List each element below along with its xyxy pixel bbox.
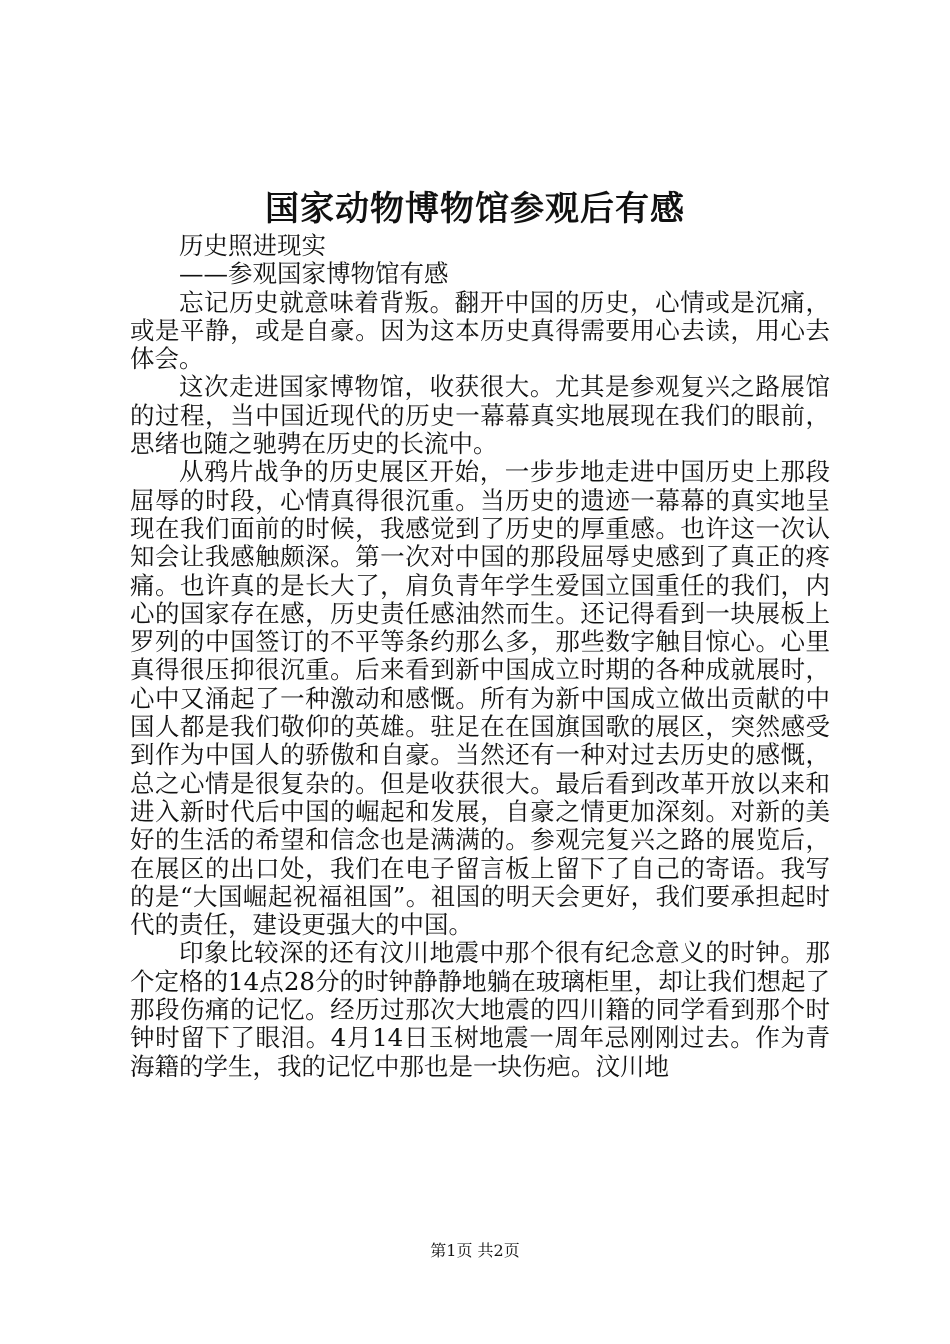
document-title: 国家动物博物馆参观后有感 (265, 189, 685, 229)
subtitle: 历史照进现实 (179, 231, 326, 260)
paragraph-4: 印象比较深的还有汶川地震中那个很有纪念意义的时钟。那个定格的14点28分的时钟静静地躺在玻璃柜里，却让我们想起了那段伤痛的记忆。经历过那次大地震的四川籍的同学看到那个时钟时留下了眼泪。4月14日玉树地震一周年忌刚刚过去。作为青海籍的学生，我的记忆中那也是一块伤疤。汶川地 (130, 938, 830, 1081)
paragraph-1: 忘记历史就意味着背叛。翻开中国的历史，心情或是沉痛，或是平静，或是自豪。因为这本历史真得需要用心去读，用心去体会。 (130, 287, 830, 374)
paragraph-3: 从鸦片战争的历史展区开始，一步步地走进中国历史上那段屈辱的时段，心情真得很沉重。当历史的遗迹一幕幕的真实地呈现在我们面前的时候，我感觉到了历史的厚重感。也许这一次认知会让我感触颇深。第一次对中国的那段屈辱史感到了真正的疼痛。也许真的是长大了，肩负青年学生爱国立国重任的我们，内心的国家存在感，历史责任感油然而生。还记得看到一块展板上罗列的中国签订的不平等条约那么多，那些数字触目惊心。心里真得很压抑很沉重。后来看到新中国成立时期的各种成就展时，心中又涌起了一种激动和感慨。所有为新中国成立做出贡献的中国人都是我们敬仰的英雄。驻足在在国旗国歌的展区，突然感受到作为中国人的骄傲和自豪。当然还有一种对过去历史的感慨，总之心情是很复杂的。但是收获很大。最后看到改革开放以来和进入新时代后中国的崛起和发展，自豪之情更加深刻。对新的美好的生活的希望和信念也是满满的。参观完复兴之路的展览后，在展区的出口处，我们在电子留言板上留下了自己的寄语。我写的是“大国崛起祝福祖国”。祖国的明天会更好，我们要承担起时代的责任，建设更强大的中国。 (130, 457, 830, 940)
page-number-footer: 第1页 共2页 (430, 1241, 520, 1260)
byline: ——参观国家博物馆有感 (179, 259, 449, 289)
document-body (130, 232, 830, 1081)
paragraph-2: 这次走进国家博物馆，收获很大。尤其是参观复兴之路展馆的过程，当中国近现代的历史一幕幕真实地展现在我们的眼前，思绪也随之驰骋在历史的长流中。 (130, 372, 830, 459)
